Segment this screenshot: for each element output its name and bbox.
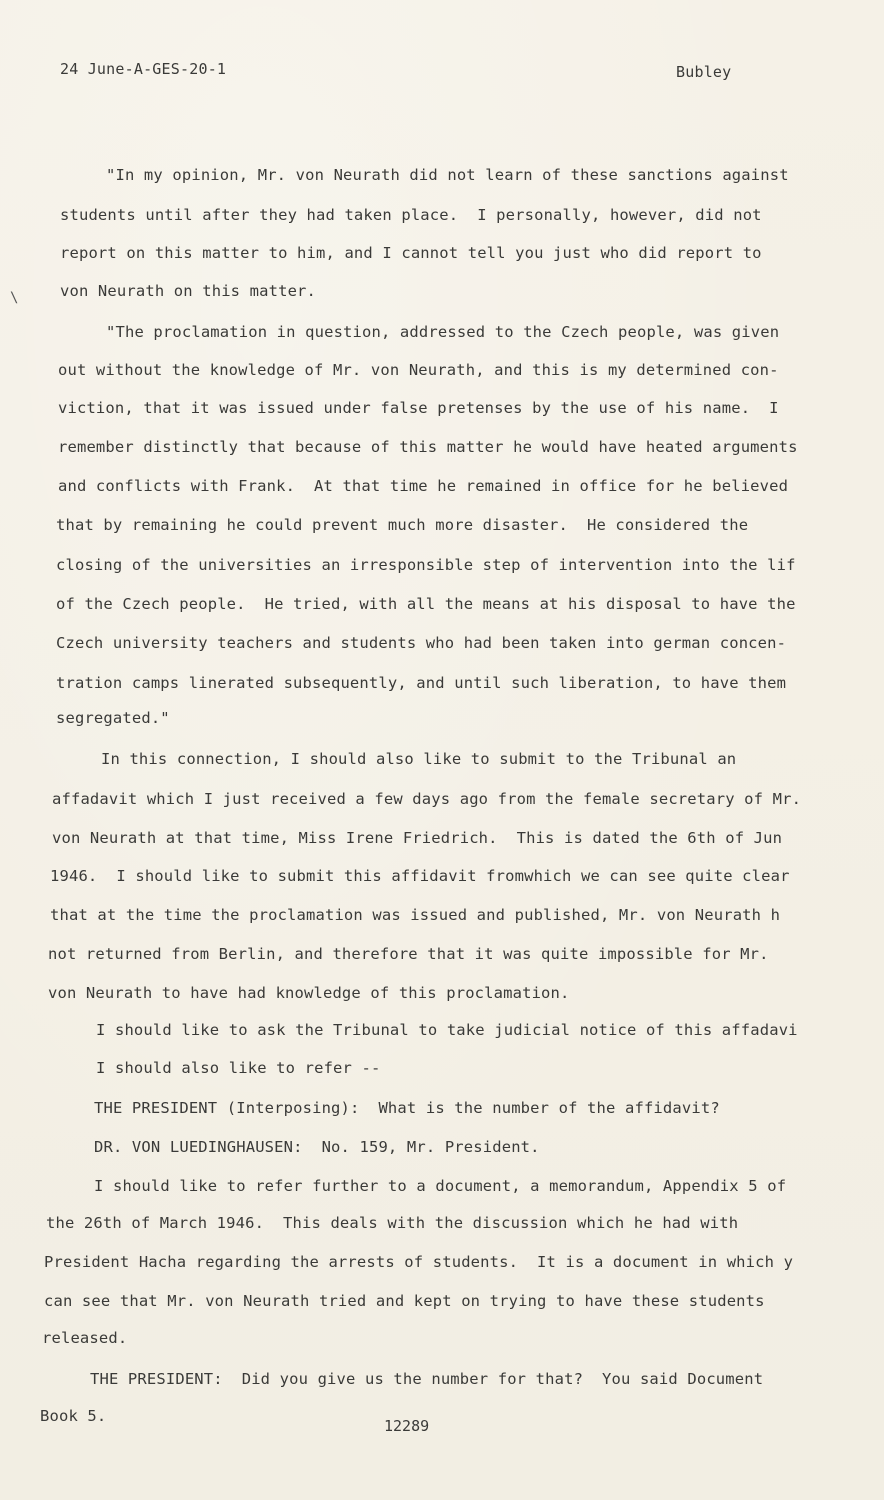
text-line: viction, that it was issued under false pretenses by the use of his name. I bbox=[58, 399, 779, 417]
text-line: von Neurath at that time, Miss Irene Friedrich. This is dated the 6th of Jun bbox=[52, 829, 783, 847]
margin-mark: \ bbox=[10, 290, 19, 306]
text-line: affadavit which I just received a few days ago from the female secretary of Mr. bbox=[52, 790, 802, 808]
text-line: von Neurath to have had knowledge of this proclamation. bbox=[48, 984, 570, 1002]
text-line: tration camps linerated subsequently, and until such liberation, to have them bbox=[56, 674, 787, 692]
text-line: report on this matter to him, and I cannot tell you just who did report to bbox=[60, 244, 762, 262]
text-line: THE PRESIDENT: Did you give us the number for that? You said Document bbox=[90, 1370, 764, 1388]
text-line: out without the knowledge of Mr. von Neurath, and this is my determined con- bbox=[58, 361, 779, 379]
text-line: Book 5. bbox=[40, 1407, 107, 1425]
text-line: the 26th of March 1946. This deals with the discussion which he had with bbox=[46, 1214, 739, 1232]
text-line: Czech university teachers and students who had been taken into german concen- bbox=[56, 634, 787, 652]
text-line: 1946. I should like to submit this affidavit fromwhich we can see quite clear bbox=[50, 867, 790, 885]
text-line: I should like to ask the Tribunal to take judicial notice of this affadavi bbox=[96, 1021, 798, 1039]
text-line: can see that Mr. von Neurath tried and kept on trying to have these students bbox=[44, 1292, 765, 1310]
text-line: that by remaining he could prevent much more disaster. He considered the bbox=[56, 516, 749, 534]
text-line: closing of the universities an irresponsible step of intervention into the lif bbox=[56, 556, 796, 574]
text-line: remember distinctly that because of this matter he would have heated arguments bbox=[58, 438, 798, 456]
text-line: of the Czech people. He tried, with all the means at his disposal to have the bbox=[56, 595, 796, 613]
text-line: THE PRESIDENT (Interposing): What is the number of the affidavit? bbox=[94, 1099, 720, 1117]
text-line: DR. VON LUEDINGHAUSEN: No. 159, Mr. President. bbox=[94, 1138, 540, 1156]
text-line: "In my opinion, Mr. von Neurath did not learn of these sanctions against bbox=[106, 166, 789, 184]
text-line: In this connection, I should also like to submit to the Tribunal an bbox=[101, 750, 737, 768]
text-line: that at the time the proclamation was issued and published, Mr. von Neurath h bbox=[50, 906, 781, 924]
document-code: 24 June-A-GES-20-1 bbox=[60, 60, 227, 78]
text-line: "The proclamation in question, addressed to the Czech people, was given bbox=[106, 323, 780, 341]
text-line: segregated." bbox=[56, 709, 170, 727]
page-number: 12289 bbox=[384, 1417, 430, 1435]
text-line: students until after they had taken place. I personally, however, did not bbox=[60, 206, 762, 224]
reporter-name: Bubley bbox=[676, 63, 732, 81]
text-line: I should also like to refer -- bbox=[96, 1059, 381, 1077]
text-line: not returned from Berlin, and therefore that it was quite impossible for Mr. bbox=[48, 945, 769, 963]
text-line: and conflicts with Frank. At that time he remained in office for he believed bbox=[58, 477, 789, 495]
text-line: President Hacha regarding the arrests of students. It is a document in which y bbox=[44, 1253, 794, 1271]
text-line: released. bbox=[42, 1329, 128, 1347]
text-line: I should like to refer further to a document, a memorandum, Appendix 5 of bbox=[94, 1177, 787, 1195]
text-line: von Neurath on this matter. bbox=[60, 282, 317, 300]
